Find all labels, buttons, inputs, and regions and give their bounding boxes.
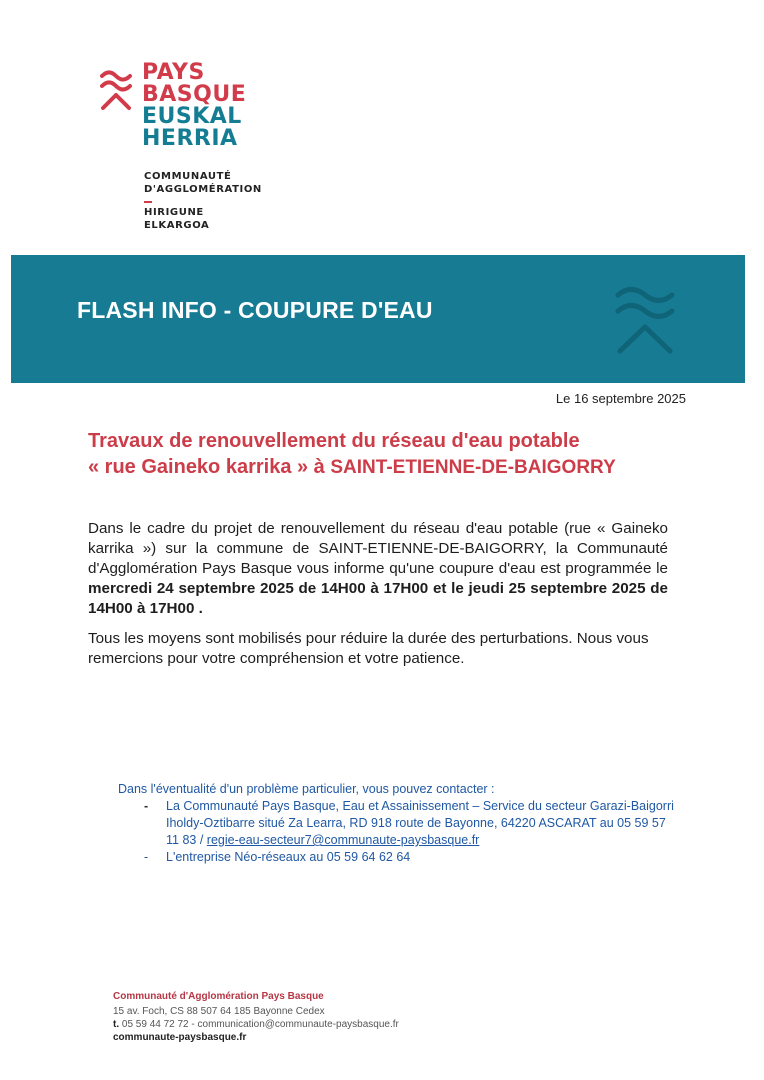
footer-address: 15 av. Foch, CS 88 507 64 185 Bayonne Cedex [113,1006,325,1017]
headline-line-1: Travaux de renouvellement du réseau d'eau potable [88,430,580,452]
logo-divider [144,201,152,203]
list-dash: - [144,799,149,813]
banner-logo-mark-icon [612,285,678,357]
body-paragraph-1: Dans le cadre du projet de renouvellement du réseau d'eau potable (rue « Gaineko karrika ») sur la commune de SAINT-ETIENNE-DE-BAIGORRY, la Communauté d'Agglomération Pays Basque vous informe qu'une coupure d'eau est programmée le mercredi 24 septembre 2025 de 14H00 à 17H00 et le jeudi 25 septembre 2025 de 14H00 à 17H00 . [88,520,668,617]
logo-wordmark [142,62,246,150]
outage-schedule: mercredi 24 septembre 2025 de 14H00 à 17H00 et le jeudi 25 septembre 2025 de 14H00 à 17H00 . [88,580,668,617]
logo-subtitle-1: COMMUNAUTÉ D'AGGLOMÉRATION [144,171,262,195]
logo-line-2: BASQUE [142,82,247,107]
logo-line-4: HERRIA [142,126,238,151]
logo-line-3: EUSKAL [142,104,242,129]
banner-title: FLASH INFO - COUPURE D'EAU [77,297,433,323]
footer-organization: Communauté d'Agglomération Pays Basque [113,991,324,1002]
contact-item-agglomeration: - La Communauté Pays Basque, Eau et Assainissement – Service du secteur Garazi-Baigorri Iholdy-Oztibarre situé Za Learra, RD 918 route de Bayonne, 64220 ASCARAT au 05 59 57 11 83 / regie-eau-secteur7@communaute-paysbasque.fr [144,799,674,847]
list-dash: - [144,850,149,864]
contact-email-link[interactable]: regie-eau-secteur7@communaute-paysbasque.fr [206,833,480,847]
logo-subtitle-2: HIRIGUNE ELKARGOA [144,207,210,231]
logo-line-1: PAYS [142,60,205,85]
headline [88,428,688,481]
headline-line-2: « rue Gaineko karrika » à SAINT-ETIENNE-DE-BAIGORRY [88,456,616,478]
contact-item-neo-reseaux: - L'entreprise Néo-réseaux au 05 59 64 62 64 [144,850,411,864]
footer-phone: t. 05 59 44 72 72 - communication@communaute-paysbasque.fr [113,1019,399,1030]
body-paragraph-2: Tous les moyens sont mobilisés pour réduire la durée des perturbations. Nous vous remercions pour votre compréhension et votre patience. [88,630,649,667]
contact-block [118,781,678,866]
logo-mark-icon [100,68,136,112]
footer [113,990,399,1044]
contact-intro: Dans l'éventualité d'un problème particulier, vous pouvez contacter : [118,782,495,796]
footer-website[interactable]: communaute-paysbasque.fr [113,1032,247,1043]
publication-date: Le 16 septembre 2025 [555,391,686,406]
